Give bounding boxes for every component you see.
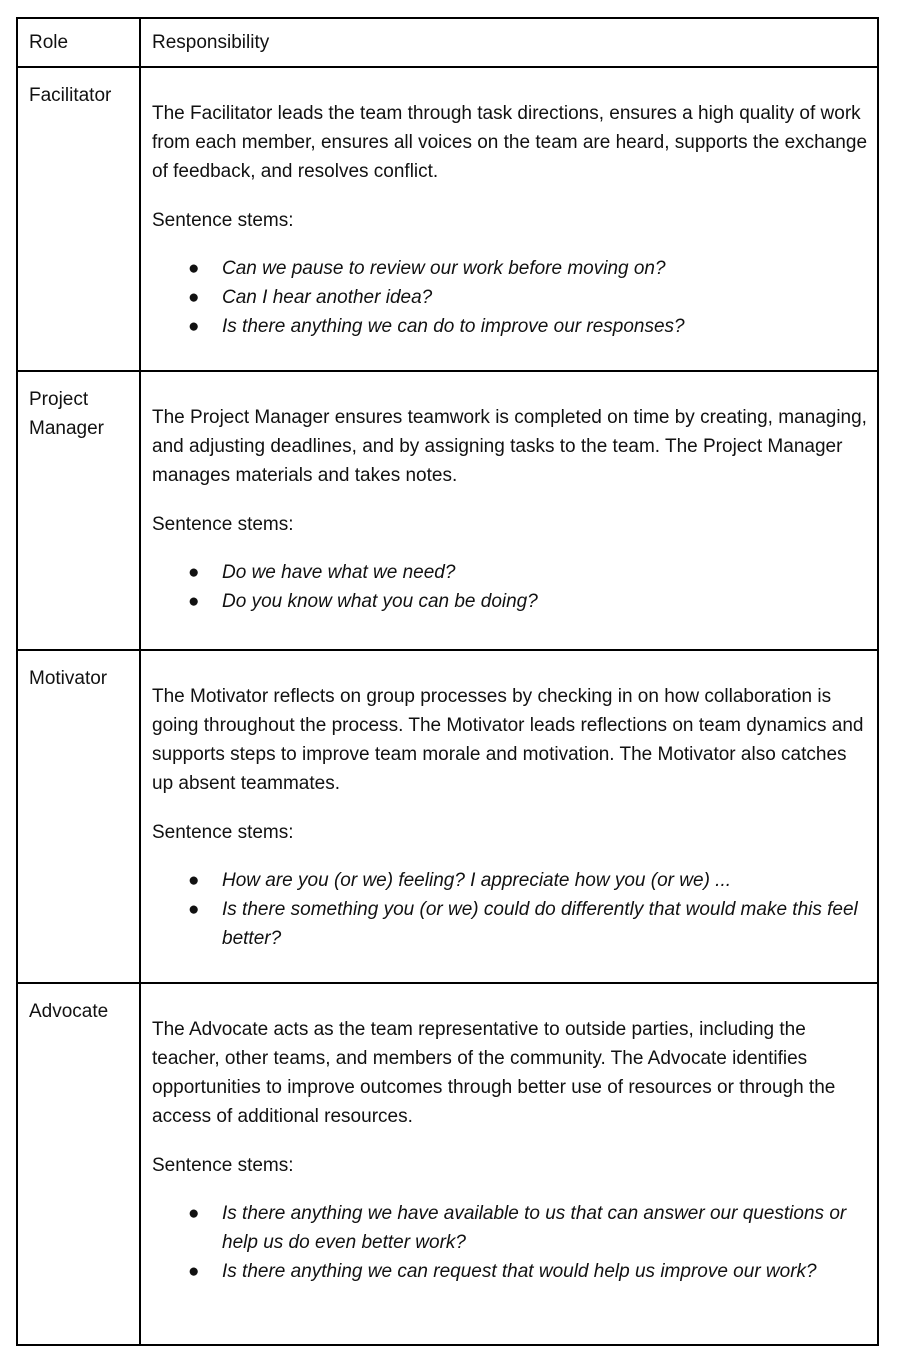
sentence-stems-list [152, 254, 867, 341]
sentence-stems-list [152, 866, 867, 953]
sentence-stems-label: Sentence stems: [152, 514, 294, 535]
table-row [17, 67, 878, 371]
stem-text: How are you (or we) feeling? I appreciate how you (or we) ... [222, 870, 732, 891]
role-description: The Facilitator leads the team through task directions, ensures a high quality of work from each member, ensures all voices on the team are heard, supports the exchange of feedback, and resolves conflict. [152, 103, 868, 182]
sentence-stems-label: Sentence stems: [152, 822, 294, 843]
header-responsibility: Responsibility [140, 18, 878, 67]
sentence-stems-label: Sentence stems: [152, 210, 294, 231]
role-description: The Motivator reflects on group processes by checking in on how collaboration is going throughout the process. The Motivator leads reflections on team dynamics and supports steps to improve team morale and motivation. The Motivator also catches up absent teammates. [152, 686, 864, 794]
bullet-icon: ● [188, 562, 200, 583]
stem-text: Do you know what you can be doing? [222, 591, 538, 612]
stem-text: Is there anything we can request that would help us improve our work? [222, 1261, 817, 1282]
stem-text: Can we pause to review our work before moving on? [222, 258, 666, 279]
table-row [17, 983, 878, 1345]
bullet-icon: ● [188, 316, 200, 337]
bullet-icon: ● [188, 258, 200, 279]
bullet-icon: ● [188, 591, 200, 612]
responsibility-cell [140, 983, 878, 1345]
role-name: Facilitator [17, 67, 140, 371]
responsibility-cell [140, 371, 878, 650]
roles-table [16, 17, 879, 1346]
list-item [188, 254, 867, 283]
stem-text: Is there anything we have available to us that can answer our questions or help us do even better work? [222, 1203, 847, 1253]
list-item [188, 312, 867, 341]
bullet-icon: ● [188, 287, 200, 308]
stem-text: Can I hear another idea? [222, 287, 433, 308]
table-header-row [17, 18, 878, 67]
role-name: Advocate [17, 983, 140, 1345]
sentence-stems-list [152, 558, 867, 616]
role-name: Project Manager [17, 371, 140, 650]
stem-text: Is there something you (or we) could do differently that would make this feel better? [222, 899, 858, 949]
role-description: The Advocate acts as the team representative to outside parties, including the teacher, other teams, and members of the community. The Advocate identifies opportunities to improve outcomes through better use of resources or through the access of additional resources. [152, 1019, 836, 1127]
list-item [188, 558, 867, 587]
list-item [188, 866, 867, 895]
list-item [188, 1199, 867, 1257]
list-item [188, 587, 867, 616]
list-item [188, 1257, 867, 1286]
bullet-icon: ● [188, 870, 200, 891]
bullet-icon: ● [188, 1203, 200, 1224]
sentence-stems-label: Sentence stems: [152, 1155, 294, 1176]
stem-text: Is there anything we can do to improve our responses? [222, 316, 685, 337]
role-description: The Project Manager ensures teamwork is completed on time by creating, managing, and adjusting deadlines, and by assigning tasks to the team. The Project Manager manages materials and takes notes. [152, 407, 867, 486]
stem-text: Do we have what we need? [222, 562, 456, 583]
list-item [188, 283, 867, 312]
role-name: Motivator [17, 650, 140, 983]
header-role: Role [17, 18, 140, 67]
list-item [188, 895, 867, 953]
bullet-icon: ● [188, 1261, 200, 1282]
responsibility-cell [140, 650, 878, 983]
responsibility-cell [140, 67, 878, 371]
sentence-stems-list [152, 1199, 867, 1286]
table-row [17, 371, 878, 650]
table-row [17, 650, 878, 983]
bullet-icon: ● [188, 899, 200, 920]
